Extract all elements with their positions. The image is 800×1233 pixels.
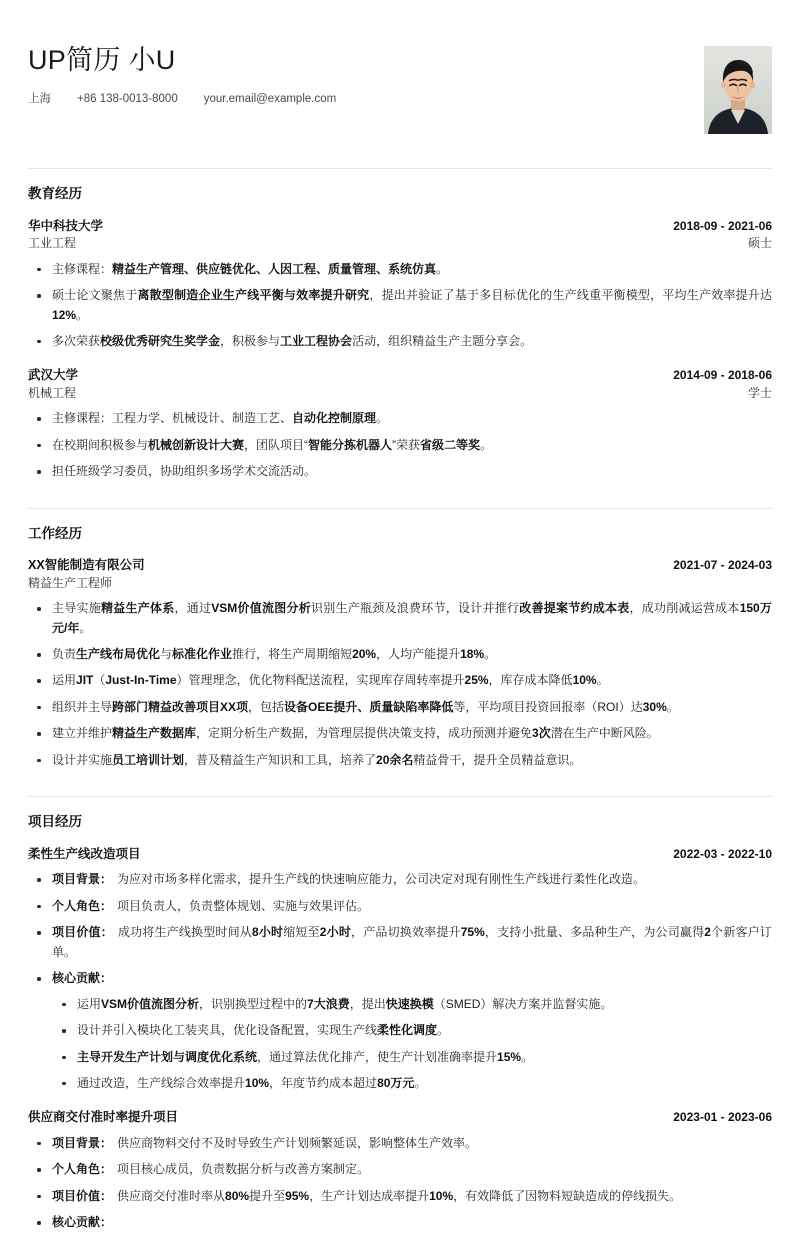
body-text: 。	[436, 261, 449, 276]
sections-root	[28, 144, 772, 1233]
header-text-block	[28, 44, 704, 107]
body-text: 活动，组织精益生产主题分享会。	[352, 333, 533, 348]
emphasis-text: 95%	[285, 1188, 310, 1203]
body-text: 潜在生产中断风险。	[550, 726, 659, 741]
body-text: （	[93, 673, 106, 688]
body-text: 缩短至	[283, 925, 320, 940]
entry-meta: 硕士	[747, 236, 772, 251]
bullet-item	[28, 286, 772, 325]
body-text: 。	[437, 1023, 450, 1038]
emphasis-text: 精益生产管理、供应链优化、人因工程、质量管理、系统仿真	[112, 261, 437, 276]
section-divider	[28, 796, 772, 797]
emphasis-text: 20余名	[376, 752, 414, 767]
entry-primary-title: 供应商交付准时率提升项目	[28, 1110, 179, 1125]
body-text: 推行，将生产周期缩短	[232, 647, 353, 662]
body-text: 。	[596, 673, 609, 688]
contact-location: 上海	[28, 93, 51, 106]
body-text: 等，平均项目投资回报率（ROI）达	[453, 699, 643, 714]
body-text: 供应商物料交付不及时导致生产计划频繁延误，影响整体生产效率。	[117, 1135, 478, 1150]
emphasis-text: 30%	[642, 699, 667, 714]
entry	[28, 217, 772, 352]
resume-header	[28, 0, 772, 144]
body-text: 项目负责人，负责整体规划、实施与效果评估。	[117, 898, 370, 913]
emphasis-text: VSM价值流图分析	[211, 601, 311, 616]
body-text: ，通过	[174, 601, 212, 616]
emphasis-text: 10%	[245, 1075, 270, 1090]
sub-bullet-item	[52, 1048, 772, 1067]
entry-primary-title: 柔性生产线改造项目	[28, 847, 141, 862]
body-text: 主修课程：工程力学、机械设计、制造工艺、	[52, 411, 293, 426]
emphasis-text: 离散型制造企业生产线平衡与效率提升研究	[137, 288, 370, 303]
emphasis-text: 10%	[429, 1188, 454, 1203]
body-text: 多次荣获	[52, 333, 101, 348]
entry-date-range: 2022-03 - 2022-10	[673, 847, 772, 862]
bullet-item	[28, 724, 772, 743]
entry	[28, 1108, 772, 1232]
body-text: ，定期分析生产数据，为管理层提供决策支持，成功预测并避免	[196, 726, 533, 741]
bullet-item	[28, 260, 772, 279]
body-text: （SMED）解决方案并监督实施。	[433, 996, 613, 1011]
bullet-list	[28, 1134, 772, 1233]
entry-subtitle-row	[28, 385, 772, 402]
entry-secondary-title: 机械工程	[28, 385, 77, 400]
emphasis-text: JIT	[76, 673, 94, 688]
bullet-item	[28, 751, 772, 770]
entry-title-row	[28, 556, 772, 574]
avatar-portrait-icon	[704, 46, 772, 134]
body-text: ，通过算法优化排产，使生产计划准确率提升	[257, 1049, 498, 1064]
emphasis-text: 生产计划与调度优化系统	[125, 1049, 258, 1064]
entry-primary-title: 华中科技大学	[28, 218, 104, 233]
emphasis-text: 2	[704, 925, 711, 940]
bullet-item	[28, 1134, 772, 1153]
bullet-item-core-contributions	[28, 1213, 772, 1232]
body-text: 运用	[52, 673, 77, 688]
body-text: 主导实施	[52, 601, 101, 616]
section-work	[28, 484, 772, 771]
emphasis-text: 20%	[352, 647, 377, 662]
sub-bullet-item	[52, 1021, 772, 1040]
body-text: 。	[414, 1075, 427, 1090]
body-text: 。	[376, 411, 389, 426]
core-contributions-label: 核心贡献：	[52, 971, 113, 986]
body-text: 设计并实施	[52, 752, 113, 767]
bullet-lead-label: 个人角色：	[52, 898, 113, 913]
emphasis-text: 3次	[532, 726, 551, 741]
emphasis-text: 25%	[464, 673, 489, 688]
sub-bullet-item	[52, 1074, 772, 1093]
entry-title-row	[28, 1108, 772, 1126]
emphasis-text: 省级二等奖	[420, 437, 481, 452]
body-text: 。	[521, 1049, 534, 1064]
emphasis-text: 校级优秀研究生奖学金	[100, 333, 221, 348]
emphasis-text: 自动化控制原理	[292, 411, 377, 426]
bullet-item	[28, 645, 772, 664]
section-divider	[28, 168, 772, 169]
emphasis-text: 机械创新设计大赛	[148, 437, 245, 452]
section-projects	[28, 772, 772, 1232]
entry-title-row	[28, 366, 772, 384]
entry-date-range: 2023-01 - 2023-06	[673, 1110, 772, 1125]
avatar	[704, 46, 772, 134]
emphasis-text: 员工培训计划	[112, 752, 185, 767]
emphasis-text: Just-In-Time	[105, 673, 177, 688]
bullet-list	[28, 260, 772, 352]
body-text: ，普及精益生产知识和工具，培养了	[184, 752, 377, 767]
emphasis-text: 12%	[52, 307, 77, 322]
section-education	[28, 144, 772, 482]
body-text: 通过改造，生产线综合效率提升	[77, 1075, 246, 1090]
body-text: 建立并维护	[52, 726, 113, 741]
bullet-item	[28, 1187, 772, 1206]
emphasis-text: 80%	[225, 1188, 250, 1203]
section-title-projects: 项目经历	[28, 814, 82, 830]
body-text: 成功将生产线换型时间从	[117, 925, 252, 940]
sub-bullet-list	[52, 995, 772, 1094]
body-text: 。	[666, 699, 679, 714]
bullet-list	[28, 599, 772, 770]
entry-title-row	[28, 217, 772, 235]
entry-secondary-title: 精益生产工程师	[28, 575, 113, 590]
entry-date-range: 2018-09 - 2021-06	[673, 218, 772, 233]
body-text: 项目核心成员，负责数据分析与改善方案制定。	[117, 1162, 370, 1177]
entry-title-row	[28, 845, 772, 863]
contact-email: your.email@example.com	[203, 93, 337, 106]
bullet-item	[28, 923, 772, 962]
bullet-lead-label: 项目价值：	[52, 925, 113, 940]
body-text: 运用	[77, 996, 102, 1011]
bullet-item	[28, 897, 772, 916]
entry-date-range: 2014-09 - 2018-06	[673, 368, 772, 383]
body-text: ，团队项目“	[244, 437, 309, 452]
bullet-item	[28, 1160, 772, 1179]
body-text: ，年度节约成本超过	[269, 1075, 378, 1090]
body-text: 。	[76, 307, 89, 322]
body-text: 为应对市场多样化需求，提升生产线的快速响应能力，公司决定对现有刚性生产线进行柔性化改造。	[117, 872, 646, 887]
emphasis-text: 精益生产体系	[101, 601, 175, 616]
bullet-item	[28, 409, 772, 428]
entry	[28, 845, 772, 1093]
bullet-item-core-contributions	[28, 969, 772, 1093]
emphasis-text: 工业工程协会	[280, 333, 353, 348]
body-text: ，提出	[349, 996, 386, 1011]
body-text: ，生产计划达成率提升	[309, 1188, 430, 1203]
bullet-item	[28, 671, 772, 690]
contact-phone: +86 138-0013-8000	[77, 93, 178, 106]
section-title-work: 工作经历	[28, 525, 82, 541]
bullet-item	[28, 462, 772, 481]
bullet-item	[28, 332, 772, 351]
body-text: 在校期间积极参与	[52, 437, 149, 452]
emphasis-text: 生产线布局优化	[76, 647, 161, 662]
bullet-lead-label: 项目背景：	[52, 872, 113, 887]
emphasis-text: 10%	[572, 673, 597, 688]
sub-bullet-item	[52, 995, 772, 1014]
emphasis-text: VSM价值流图分析	[101, 996, 200, 1011]
body-text: ，提出并验证了基于多目标优化的生产线重平衡模型，平均生产效率提升达	[369, 288, 772, 303]
emphasis-text: 柔性化调度	[377, 1023, 438, 1038]
emphasis-text: 150万元/年	[52, 601, 772, 635]
emphasis-text: 跨部门精益改善项目XX项	[112, 699, 249, 714]
page-title: UP简历 小U	[28, 45, 176, 75]
body-text: 。	[480, 437, 493, 452]
entry-primary-title: XX智能制造有限公司	[28, 558, 145, 573]
body-text: ，产品切换效率提升	[351, 925, 461, 940]
body-text: ，库存成本降低	[488, 673, 573, 688]
body-text: 组织并主导	[52, 699, 113, 714]
entry-meta: 学士	[747, 385, 772, 400]
body-text: 硕士论文聚焦于	[52, 288, 138, 303]
emphasis-text: 设备OEE提升、质量缺陷率降低	[284, 699, 454, 714]
bullet-lead-label: 项目背景：	[52, 1135, 113, 1150]
core-contributions-label: 核心贡献：	[52, 1215, 113, 1230]
bullet-item	[28, 698, 772, 717]
entry	[28, 366, 772, 481]
emphasis-text: 8小时	[252, 925, 284, 940]
body-text: ”荣获	[392, 437, 421, 452]
entry-subtitle-row	[28, 235, 772, 252]
entry-primary-title: 武汉大学	[28, 368, 79, 383]
emphasis-text: 2小时	[319, 925, 352, 940]
entry-subtitle-row	[28, 575, 772, 592]
emphasis-text: 改善提案节约成本表	[519, 601, 630, 616]
bullet-lead-label: 项目价值：	[52, 1188, 113, 1203]
section-divider	[28, 508, 772, 509]
entry-secondary-title: 工业工程	[28, 236, 77, 251]
emphasis-text: 18%	[460, 647, 485, 662]
emphasis-text: 快速换模	[385, 996, 434, 1011]
section-title-education: 教育经历	[28, 186, 82, 201]
body-text: ）管理理念，优化物料配送流程，实现库存周转率提升	[176, 673, 465, 688]
body-text: ，有效降低了因物料短缺造成的停线损失。	[453, 1188, 682, 1203]
body-text: ，人均产能提升	[376, 647, 461, 662]
body-text: 。	[484, 647, 497, 662]
entry-date-range: 2021-07 - 2024-03	[673, 558, 772, 573]
body-text: ，支持小批量、多品种生产，为公司赢得	[484, 925, 705, 940]
body-text: ，成功削减运营成本	[629, 601, 740, 616]
emphasis-text: 精益生产数据库	[112, 726, 197, 741]
emphasis-text: 75%	[460, 925, 485, 940]
emphasis-text: 标准化作业	[172, 647, 233, 662]
body-text: ，包括	[248, 699, 285, 714]
body-text: ，积极参与	[220, 333, 281, 348]
body-text: 担任班级学习委员，协助组织多场学术交流活动。	[52, 464, 317, 479]
body-text: 主修课程：	[52, 261, 113, 276]
emphasis-text: 主导开发	[77, 1049, 126, 1064]
bullet-item	[28, 436, 772, 455]
body-text: 负责	[52, 647, 77, 662]
bullet-item	[28, 870, 772, 889]
body-text: 个新客户订单。	[52, 925, 772, 959]
emphasis-text: 智能分拣机器人	[308, 437, 393, 452]
body-text: 设计并引入模块化工装夹具，优化设备配置，实现生产线	[77, 1023, 378, 1038]
body-text: 提升至	[249, 1188, 286, 1203]
emphasis-text: 7大浪费	[307, 996, 350, 1011]
entry	[28, 556, 772, 770]
body-text: 识别生产瓶颈及浪费环节，设计并推行	[311, 601, 520, 616]
bullet-lead-label: 个人角色：	[52, 1162, 113, 1177]
bullet-list	[28, 409, 772, 481]
bullet-list	[28, 870, 772, 1093]
body-text: ，识别换型过程中的	[199, 996, 308, 1011]
body-text: 供应商交付准时率从	[117, 1188, 226, 1203]
emphasis-text: 15%	[497, 1049, 522, 1064]
contact-line	[28, 91, 704, 107]
bullet-item	[28, 599, 772, 638]
body-text: 精益骨干，提升全员精益意识。	[413, 752, 582, 767]
body-text: 与	[160, 647, 173, 662]
emphasis-text: 80万元	[377, 1075, 415, 1090]
body-text: 。	[79, 620, 92, 635]
